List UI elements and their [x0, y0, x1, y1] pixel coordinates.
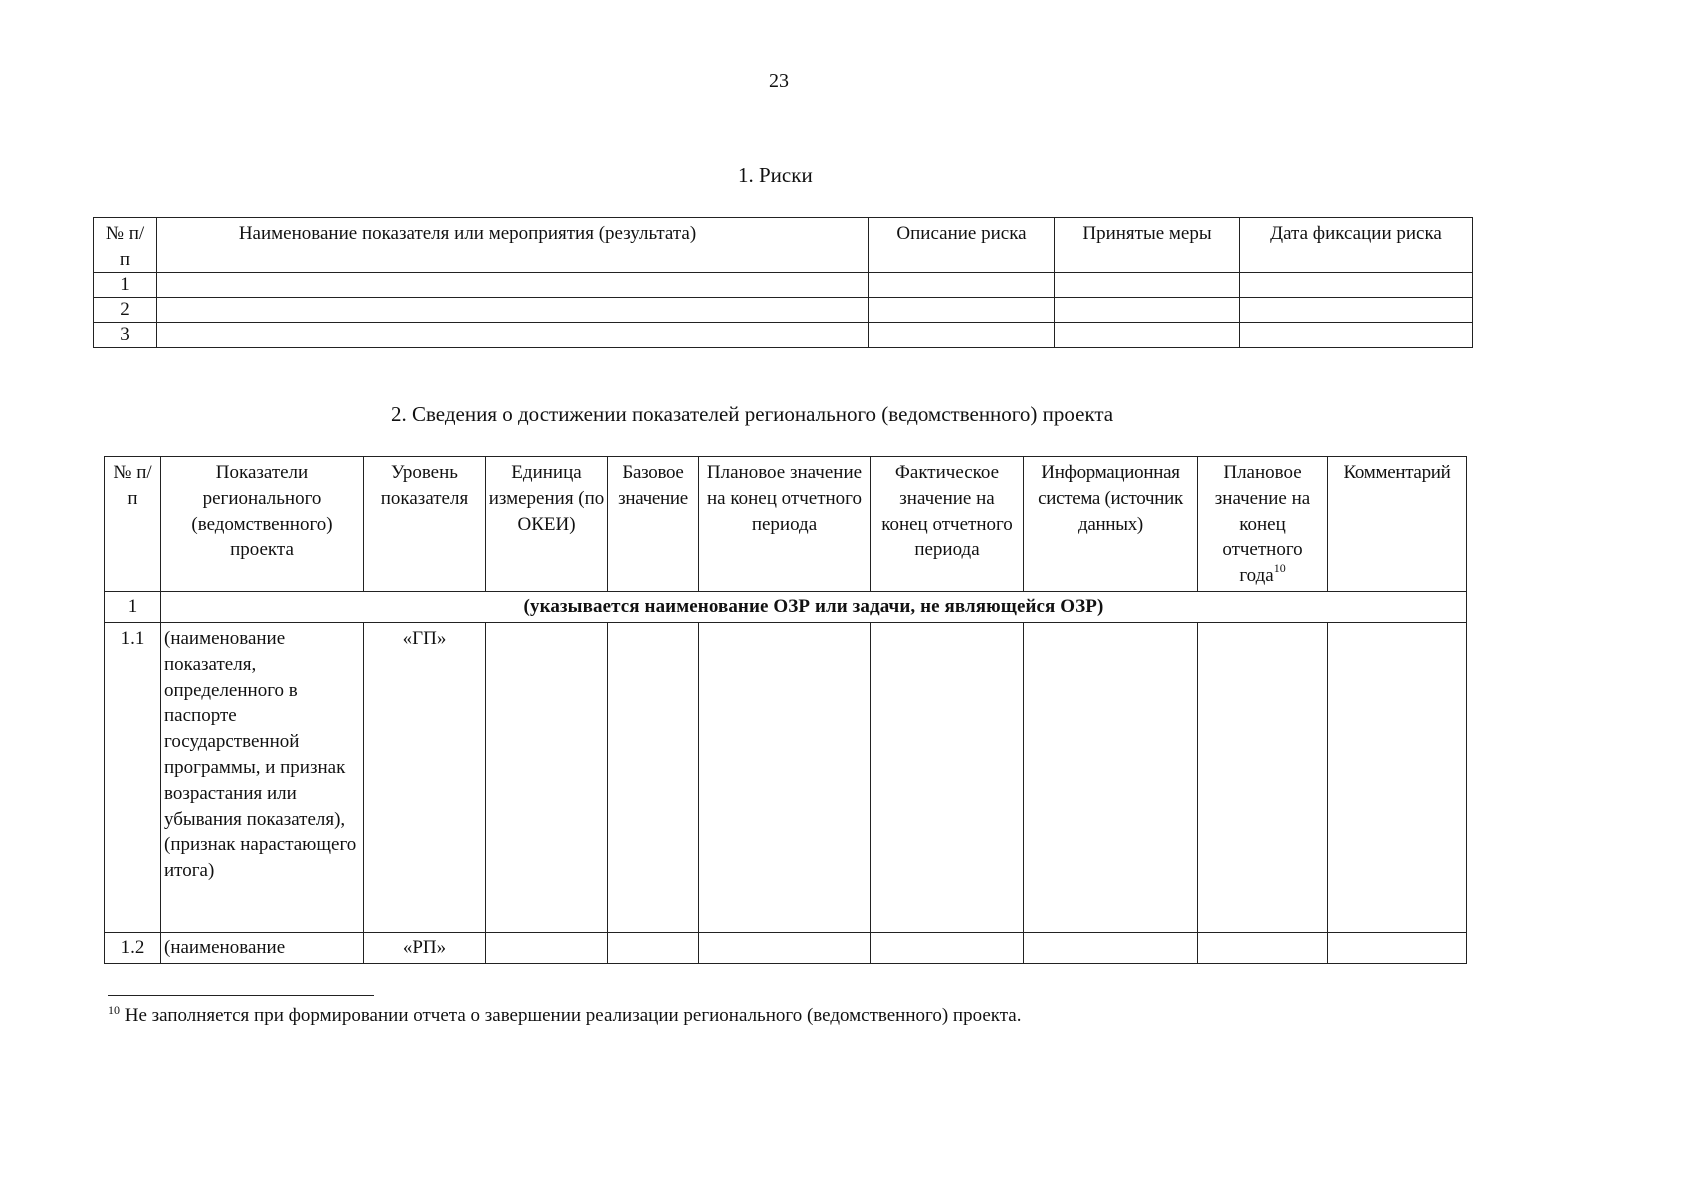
footnote-separator	[108, 995, 374, 996]
risks-row	[94, 298, 1473, 323]
indicators-header-unit: Единица измерения (по ОКЕИ)	[486, 457, 608, 592]
risks-row-num: 1	[94, 273, 157, 298]
indicators-section-title: 2. Сведения о достижении показателей регионального (ведомственного) проекта	[391, 402, 1114, 426]
group-row-text: (указывается наименование ОЗР или задачи, не являющейся ОЗР)	[161, 592, 1467, 623]
risks-row-measures-cell	[1055, 273, 1240, 298]
risks-row	[94, 273, 1473, 298]
risks-row-name-cell	[157, 298, 869, 323]
indicator-row-planned-period-cell	[699, 933, 871, 964]
indicators-header-actual-period: Фактическое значение на конец отчетного периода	[871, 457, 1024, 592]
indicators-header-num: № п/п	[105, 457, 161, 592]
footnote-text: Не заполняется при формировании отчета о завершении реализации регионального (ведомственного) проекта.	[120, 1005, 1022, 1026]
indicator-row-name: (наименование	[161, 933, 364, 964]
indicator-row-planned-year-cell	[1198, 933, 1328, 964]
risks-row-measures-cell	[1055, 323, 1240, 348]
risks-table	[93, 217, 1473, 348]
risks-header-description: Описание риска	[869, 218, 1055, 273]
indicator-row-unit-cell	[486, 623, 608, 933]
indicators-header-indicators: Показатели регионального (ведомственного) проекта	[161, 457, 364, 592]
indicator-row-base-cell	[608, 623, 699, 933]
footnote-marker: 10	[108, 1003, 120, 1017]
indicators-header-level: Уровень показателя	[364, 457, 486, 592]
footnote	[108, 1005, 1021, 1027]
risks-row-date-cell	[1240, 273, 1473, 298]
risks-header-row	[94, 218, 1473, 273]
page-number: 23	[769, 70, 789, 92]
indicator-row-actual-period-cell	[871, 623, 1024, 933]
indicators-header-planned-year-label: Плановое значение на конец отчетного года	[1214, 462, 1311, 587]
risks-header-date: Дата фиксации риска	[1240, 218, 1473, 273]
indicators-header-comment: Комментарий	[1328, 457, 1467, 592]
indicators-table	[104, 456, 1467, 964]
indicators-header-base: Базовое значение	[608, 457, 699, 592]
indicator-row-info-system-cell	[1024, 933, 1198, 964]
risks-row-description-cell	[869, 323, 1055, 348]
indicator-row-comment-cell	[1328, 933, 1467, 964]
risks-row-measures-cell	[1055, 298, 1240, 323]
indicators-table-row	[105, 933, 1467, 964]
risks-section-title: 1. Риски	[738, 163, 813, 187]
risks-row-date-cell	[1240, 298, 1473, 323]
risks-header-name: Наименование показателя или мероприятия (результата)	[157, 218, 869, 273]
group-row-num: 1	[105, 592, 161, 623]
risks-row-description-cell	[869, 273, 1055, 298]
indicators-header-row	[105, 457, 1467, 592]
indicators-group-row	[105, 592, 1467, 623]
indicators-header-info-system: Информационная система (источник данных)	[1024, 457, 1198, 592]
risks-row-name-cell	[157, 323, 869, 348]
indicator-row-planned-period-cell	[699, 623, 871, 933]
indicator-row-info-system-cell	[1024, 623, 1198, 933]
indicator-row-name: (наименование показателя, определенного в паспорте государственной программы, и признак возрастания или убывания показателя), (признак нарастающего итога)	[161, 623, 364, 933]
indicators-header-planned-year	[1198, 457, 1328, 592]
indicator-row-base-cell	[608, 933, 699, 964]
indicator-row-unit-cell	[486, 933, 608, 964]
risks-row	[94, 323, 1473, 348]
indicator-row-num: 1.1	[105, 623, 161, 933]
indicator-row-comment-cell	[1328, 623, 1467, 933]
indicator-row-planned-year-cell	[1198, 623, 1328, 933]
indicator-row-num: 1.2	[105, 933, 161, 964]
footnote-reference-marker: 10	[1273, 561, 1286, 576]
risks-row-description-cell	[869, 298, 1055, 323]
risks-row-name-cell	[157, 273, 869, 298]
risks-header-measures: Принятые меры	[1055, 218, 1240, 273]
indicator-row-level: «РП»	[364, 933, 486, 964]
risks-row-num: 3	[94, 323, 157, 348]
risks-header-num: № п/п	[94, 218, 157, 273]
indicators-header-planned-period: Плановое значение на конец отчетного периода	[699, 457, 871, 592]
indicator-row-actual-period-cell	[871, 933, 1024, 964]
risks-row-date-cell	[1240, 323, 1473, 348]
indicator-row-level: «ГП»	[364, 623, 486, 933]
indicators-table-row	[105, 623, 1467, 933]
risks-row-num: 2	[94, 298, 157, 323]
